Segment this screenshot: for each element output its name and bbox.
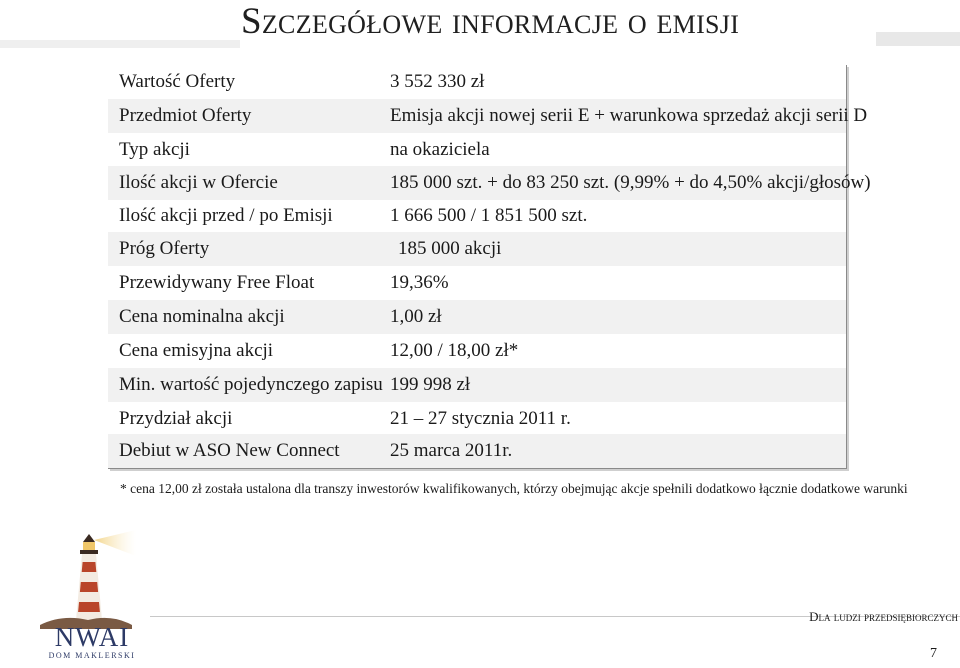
row-value: 19,36% xyxy=(390,272,449,293)
table-row xyxy=(108,300,846,334)
row-label: Przedmiot Oferty xyxy=(119,105,252,126)
header-bar-left xyxy=(0,40,240,48)
row-label: Typ akcji xyxy=(119,139,190,160)
page-number: 7 xyxy=(930,646,937,661)
row-value: 185 000 akcji xyxy=(398,238,502,259)
row-label: Debiut w ASO New Connect xyxy=(119,440,340,461)
row-value: 1,00 zł xyxy=(390,306,442,327)
row-label: Ilość akcji w Ofercie xyxy=(119,172,278,193)
table-row xyxy=(108,99,868,133)
tagline: Dla ludzi przedsiębiorczych xyxy=(809,609,958,624)
row-value: 21 – 27 stycznia 2011 r. xyxy=(390,408,571,429)
row-label: Min. wartość pojedynczego zapisu xyxy=(119,374,383,395)
row-value: na okaziciela xyxy=(390,139,490,160)
row-value: 1 666 500 / 1 851 500 szt. xyxy=(390,205,588,226)
row-value: 185 000 szt. + do 83 250 szt. (9,99% + do 4,50% akcji/głosów) xyxy=(390,172,871,193)
logo-name: NWAI xyxy=(54,622,130,652)
table-row xyxy=(108,166,871,200)
row-value: 12,00 / 18,00 zł* xyxy=(390,340,519,361)
table-row xyxy=(108,199,846,233)
table-row xyxy=(108,334,846,368)
row-label: Cena nominalna akcji xyxy=(119,306,285,327)
header-bar-right xyxy=(876,32,960,46)
table-row xyxy=(108,434,846,468)
footnote: * cena 12,00 zł została ustalona dla transzy inwestorów kwalifikowanych, którzy obejmując akcje spełnili dodatkowo łącznie dodatkowe warunki xyxy=(120,481,908,496)
row-label: Wartość Oferty xyxy=(119,71,236,92)
row-label: Przydział akcji xyxy=(119,408,233,429)
table-row xyxy=(108,402,846,436)
row-value: 199 998 zł xyxy=(390,374,471,395)
table-row xyxy=(108,232,846,266)
row-label: Cena emisyjna akcji xyxy=(119,340,274,361)
row-label: Próg Oferty xyxy=(119,238,210,259)
table-row xyxy=(108,65,846,99)
table-row xyxy=(108,266,846,300)
row-label: Przewidywany Free Float xyxy=(119,272,315,293)
row-value: 3 552 330 zł xyxy=(390,71,485,92)
row-label: Ilość akcji przed / po Emisji xyxy=(119,205,333,226)
logo-subtitle: DOM MAKLERSKI xyxy=(48,651,136,660)
row-value: Emisja akcji nowej serii E + warunkowa sprzedaż akcji serii D xyxy=(390,105,868,126)
table-row xyxy=(108,133,846,167)
page-title: Szczegółowe informacje o emisji xyxy=(241,1,740,42)
issue-details-table xyxy=(108,65,871,469)
table-row xyxy=(108,368,846,402)
row-value: 25 marca 2011r. xyxy=(390,440,513,461)
